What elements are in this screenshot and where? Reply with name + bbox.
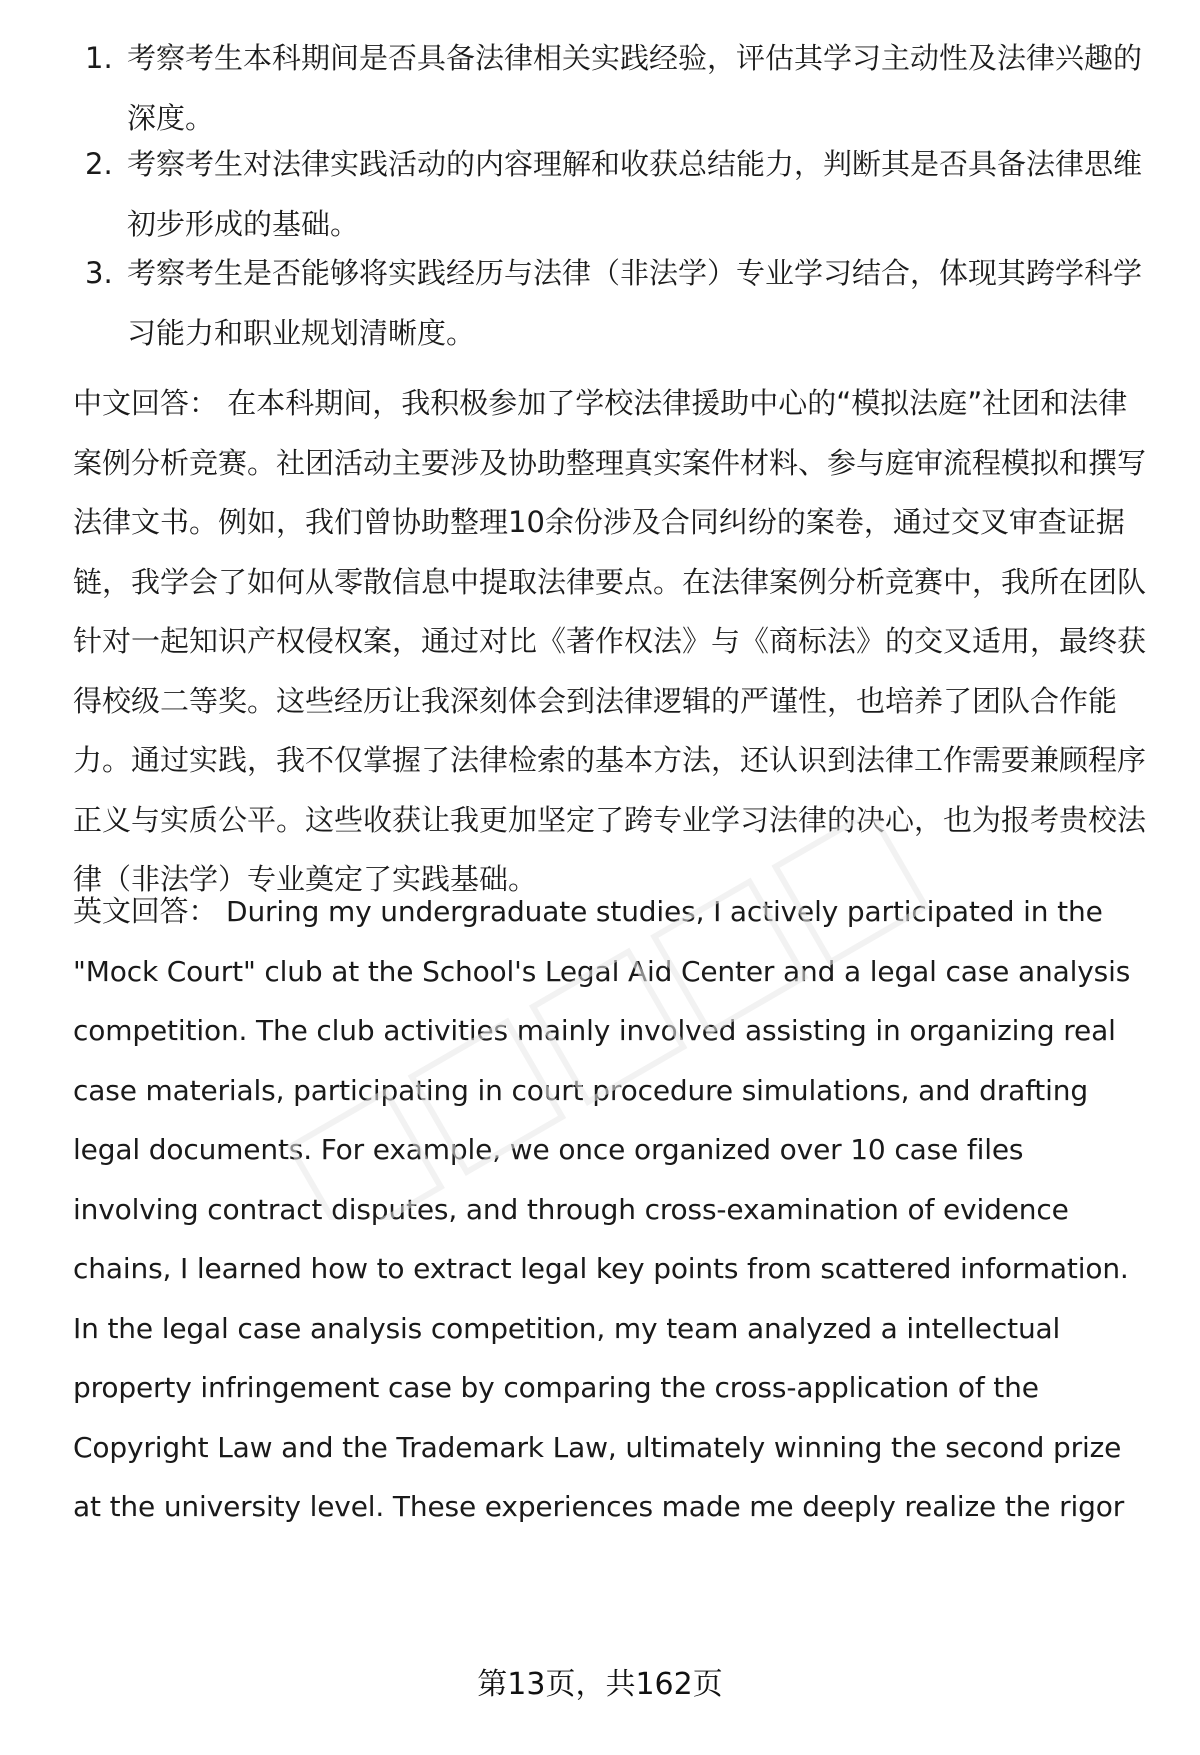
chinese-answer-text: 在本科期间，我积极参加了学校法律援助中心的“模拟法庭”社团和法律案例分析竞赛。社团活动主要涉及协助整理真实案件材料、参与庭审流程模拟和撰写法律文书。例如，我们曾协助整理10余份涉及合同纠纷的案卷，通过交叉审查证据链，我学会了如何从零散信息中提取法律要点。在法律案例分析竞赛中，我所在团队针对一起知识产权侵权案，通过对比《著作权法》与《商标法》的交叉适用，最终获得校级二等奖。这些经历让我深刻体会到法律逻辑的严谨性，也培养了团队合作能力。通过实践，我不仅掌握了法律检索的基本方法，还认识到法律工作需要兼顾程序正义与实质公平。这些收获让我更加坚定了跨专业学习法律的决心，也为报考贵校法律（非法学）专业奠定了实践基础。 xyxy=(73,386,1147,896)
list-item-number: 2. xyxy=(85,147,113,181)
list-item xyxy=(85,134,1145,254)
page-number-footer: 第13页，共162页 xyxy=(477,1667,723,1702)
list-item-number: 1. xyxy=(85,41,113,75)
list-item-text: 考察考生是否能够将实践经历与法律（非法学）专业学习结合，体现其跨学科学习能力和职业规划清晰度。 xyxy=(127,256,1143,350)
english-answer-paragraph xyxy=(73,882,1155,1537)
list-item xyxy=(85,28,1145,138)
list-item-number: 3. xyxy=(85,256,113,290)
english-answer-text: During my undergraduate studies, I actively participated in the "Mock Court" club at the School's Legal Aid Center and a legal case analysis competition. The club activities mainly involved assisting in organizing real case materials, participating in court procedure simulations, and drafting legal documents. For example, we once organized over 10 case files involving contract disputes, and through cross-examination of evidence chains, I learned how to extract legal key points from scattered information. In the legal case analysis competition, my team analyzed a intellectual property infringement case by comparing the cross-application of the Copyright Law and the Trademark Law, ultimately winning the second prize at the university level. These experiences made me deeply realize the rigor xyxy=(73,895,1131,1523)
chinese-answer-paragraph xyxy=(73,374,1155,910)
list-item xyxy=(85,243,1145,363)
chinese-answer-label: 中文回答： xyxy=(73,386,219,420)
list-item-text: 考察考生对法律实践活动的内容理解和收获总结能力，判断其是否具备法律思维初步形成的基础。 xyxy=(127,147,1143,241)
english-answer-label: 英文回答： xyxy=(73,894,218,928)
list-item-text: 考察考生本科期间是否具备法律相关实践经验，评估其学习主动性及法律兴趣的深度。 xyxy=(127,41,1143,135)
